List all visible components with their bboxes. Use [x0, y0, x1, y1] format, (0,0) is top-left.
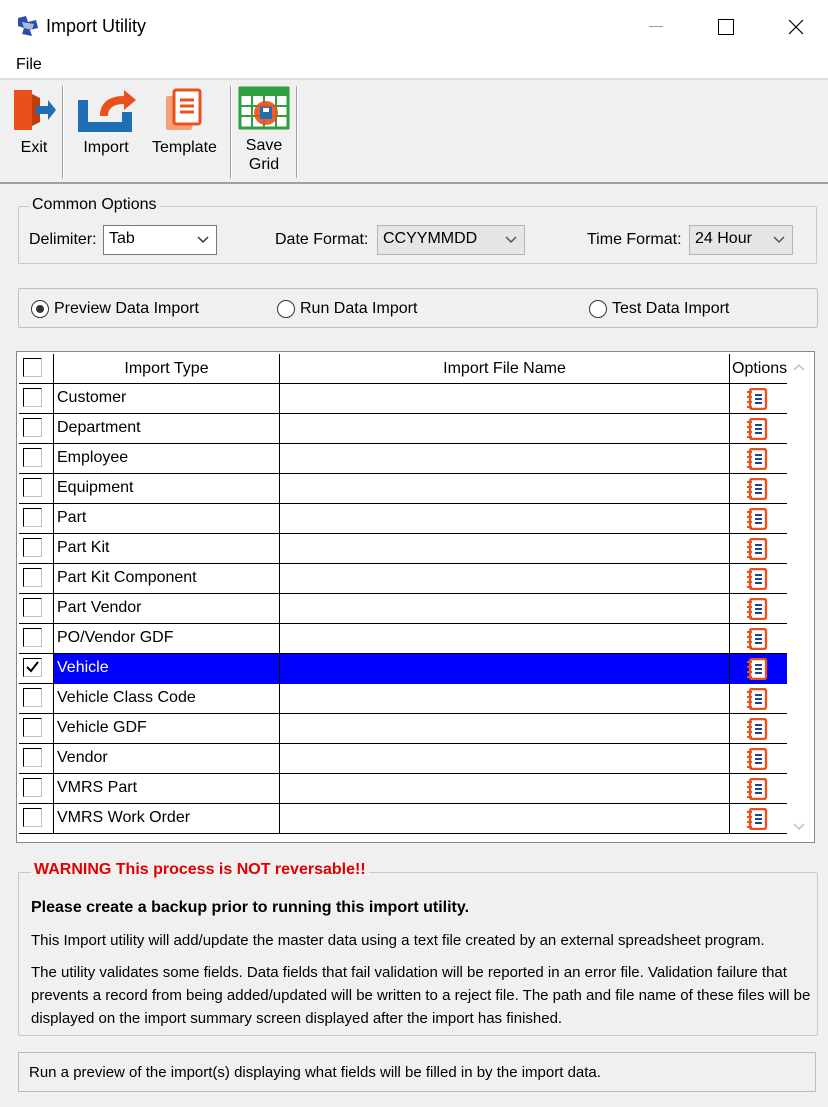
- common-options-group: [18, 196, 817, 264]
- template-button[interactable]: [152, 86, 217, 157]
- save-grid-icon: [238, 86, 290, 134]
- grid-body: [19, 384, 787, 834]
- row-checkbox[interactable]: [23, 388, 42, 407]
- row-checkbox-cell: [19, 414, 54, 444]
- cell-import-file-name[interactable]: [280, 564, 730, 594]
- delimiter-label: Delimiter:: [29, 231, 97, 248]
- cell-import-type[interactable]: Part Kit: [54, 534, 280, 564]
- options-notebook-icon[interactable]: [746, 508, 770, 534]
- options-notebook-icon[interactable]: [746, 718, 770, 744]
- cell-import-type[interactable]: Vehicle: [54, 654, 280, 684]
- table-row[interactable]: [19, 564, 787, 594]
- date-format-select[interactable]: [377, 225, 525, 255]
- table-row[interactable]: [19, 714, 787, 744]
- cell-import-type[interactable]: Equipment: [54, 474, 280, 504]
- template-label: Template: [152, 139, 217, 156]
- exit-label: Exit: [20, 139, 48, 156]
- row-checkbox[interactable]: [23, 568, 42, 587]
- options-notebook-icon[interactable]: [746, 598, 770, 624]
- header-import-type[interactable]: Import Type: [54, 354, 280, 384]
- cell-options: [730, 684, 787, 714]
- options-notebook-icon[interactable]: [746, 568, 770, 594]
- window-title: Import Utility: [46, 16, 147, 36]
- row-checkbox[interactable]: [23, 418, 42, 437]
- row-checkbox[interactable]: [23, 778, 42, 797]
- cell-import-type[interactable]: Part: [54, 504, 280, 534]
- cell-options: [730, 744, 787, 774]
- row-checkbox-cell: [19, 444, 54, 474]
- row-checkbox[interactable]: [23, 598, 42, 617]
- options-notebook-icon[interactable]: [746, 748, 770, 774]
- minimize-button[interactable]: [636, 10, 676, 44]
- template-icon: [160, 86, 208, 134]
- select-all-cell: [19, 354, 54, 384]
- cell-import-file-name[interactable]: [280, 594, 730, 624]
- grid-table: [19, 354, 787, 834]
- cell-import-type[interactable]: Vehicle Class Code: [54, 684, 280, 714]
- radio-preview-label: Preview Data Import: [54, 300, 199, 317]
- row-checkbox[interactable]: [23, 748, 42, 767]
- close-button[interactable]: [776, 10, 816, 44]
- status-text: Run a preview of the import(s) displaying what fields will be filled in by the import data.: [29, 1064, 601, 1081]
- save-grid-label-line2: Grid: [248, 156, 280, 173]
- radio-unselected-icon: [589, 300, 607, 318]
- cell-options: [730, 444, 787, 474]
- table-row[interactable]: [19, 624, 787, 654]
- toolbar: [0, 80, 828, 184]
- warning-group: [18, 861, 818, 1036]
- title-bar: [0, 0, 828, 54]
- cell-import-type[interactable]: Vehicle GDF: [54, 714, 280, 744]
- row-checkbox[interactable]: [23, 448, 42, 467]
- scroll-down-icon[interactable]: [792, 822, 806, 832]
- row-checkbox-cell: [19, 744, 54, 774]
- cell-import-file-name[interactable]: [280, 444, 730, 474]
- cell-import-file-name[interactable]: [280, 414, 730, 444]
- import-label: Import: [83, 139, 129, 156]
- common-options-legend: Common Options: [29, 196, 160, 214]
- cell-import-type[interactable]: VMRS Work Order: [54, 804, 280, 834]
- delimiter-select[interactable]: [103, 225, 217, 255]
- cell-options: [730, 564, 787, 594]
- table-row[interactable]: [19, 594, 787, 624]
- cell-options: [730, 804, 787, 834]
- table-row[interactable]: [19, 654, 787, 684]
- select-all-checkbox[interactable]: [23, 358, 42, 377]
- row-checkbox-cell: [19, 684, 54, 714]
- row-checkbox-cell: [19, 534, 54, 564]
- options-notebook-icon[interactable]: [746, 658, 770, 684]
- radio-test-data-import[interactable]: [589, 300, 729, 318]
- cell-import-file-name[interactable]: [280, 504, 730, 534]
- cell-import-file-name[interactable]: [280, 804, 730, 834]
- row-checkbox[interactable]: [23, 718, 42, 737]
- cell-import-file-name[interactable]: [280, 384, 730, 414]
- options-notebook-icon[interactable]: [746, 478, 770, 504]
- options-notebook-icon[interactable]: [746, 388, 770, 414]
- header-options[interactable]: Options: [732, 360, 787, 377]
- row-checkbox[interactable]: [23, 478, 42, 497]
- options-notebook-icon[interactable]: [746, 418, 770, 444]
- import-icon: [74, 86, 138, 134]
- cell-options: [730, 654, 787, 684]
- cell-options: [730, 504, 787, 534]
- cell-options: [730, 624, 787, 654]
- import-grid: [16, 351, 815, 843]
- table-row[interactable]: [19, 534, 787, 564]
- row-checkbox[interactable]: [23, 508, 42, 527]
- menu-file[interactable]: File: [16, 56, 42, 73]
- cell-import-type[interactable]: PO/Vendor GDF: [54, 624, 280, 654]
- cell-options: [730, 414, 787, 444]
- header-import-file-name[interactable]: Import File Name: [280, 354, 730, 384]
- radio-preview-data-import[interactable]: [31, 300, 199, 318]
- exit-icon: [10, 86, 58, 134]
- toolbar-divider: [230, 86, 232, 178]
- cell-import-file-name[interactable]: [280, 744, 730, 774]
- save-grid-label-line1: Save: [245, 137, 283, 154]
- warning-title: WARNING This process is NOT reversable!!: [31, 861, 369, 879]
- warning-paragraph-2: The utility validates some fields. Data fields that fail validation will be reported in an error file. Validation failure that prevents a record from being added/updated will be written to a reject file. The path and file name of these files will be displayed on the import summary screen displayed after the import has finished.: [31, 964, 811, 1027]
- cell-import-type[interactable]: VMRS Part: [54, 774, 280, 804]
- options-notebook-icon[interactable]: [746, 538, 770, 564]
- time-format-select[interactable]: [689, 225, 793, 255]
- row-checkbox[interactable]: [23, 808, 42, 827]
- chevron-down-icon: [772, 233, 786, 247]
- radio-unselected-icon: [277, 300, 295, 318]
- options-notebook-icon[interactable]: [746, 778, 770, 804]
- save-grid-button[interactable]: [238, 86, 290, 174]
- warning-paragraph-1: This Import utility will add/update the master data using a text file created by an external spreadsheet program.: [31, 932, 765, 949]
- status-bar: [18, 1052, 816, 1092]
- row-checkbox-cell: [19, 654, 54, 684]
- maximize-button[interactable]: [706, 10, 746, 44]
- cell-import-type[interactable]: Part Kit Component: [54, 564, 280, 594]
- chevron-down-icon: [196, 233, 210, 247]
- cell-import-file-name[interactable]: [280, 654, 730, 684]
- import-mode-group: [18, 288, 818, 328]
- row-checkbox-cell: [19, 564, 54, 594]
- table-row[interactable]: [19, 444, 787, 474]
- row-checkbox-cell: [19, 384, 54, 414]
- grid-header-row: [19, 354, 787, 384]
- cell-options: [730, 774, 787, 804]
- cell-options: [730, 714, 787, 744]
- table-row[interactable]: [19, 744, 787, 774]
- cell-import-file-name[interactable]: [280, 534, 730, 564]
- date-format-label: Date Format:: [275, 231, 369, 248]
- table-row[interactable]: [19, 504, 787, 534]
- options-notebook-icon[interactable]: [746, 808, 770, 834]
- row-checkbox[interactable]: [23, 538, 42, 557]
- cell-options: [730, 594, 787, 624]
- radio-run-label: Run Data Import: [300, 300, 418, 317]
- row-checkbox[interactable]: [23, 688, 42, 707]
- cell-import-type[interactable]: Vendor: [54, 744, 280, 774]
- exit-button[interactable]: [10, 86, 58, 157]
- table-row[interactable]: [19, 474, 787, 504]
- cell-import-type[interactable]: Department: [54, 414, 280, 444]
- delimiter-value: Tab: [109, 230, 135, 247]
- toolbar-divider: [296, 86, 298, 178]
- options-notebook-icon[interactable]: [746, 688, 770, 714]
- scroll-up-icon[interactable]: [792, 362, 806, 372]
- cell-options: [730, 534, 787, 564]
- options-notebook-icon[interactable]: [746, 628, 770, 654]
- row-checkbox-cell: [19, 504, 54, 534]
- date-format-value: CCYYMMDD: [383, 230, 478, 247]
- row-checkbox-cell: [19, 774, 54, 804]
- cell-options: [730, 474, 787, 504]
- row-checkbox[interactable]: [23, 628, 42, 647]
- table-row[interactable]: [19, 684, 787, 714]
- grid-vertical-scrollbar[interactable]: [788, 354, 812, 840]
- radio-test-label: Test Data Import: [612, 300, 730, 317]
- row-checkbox-cell: [19, 474, 54, 504]
- row-checkbox-cell: [19, 624, 54, 654]
- cell-import-file-name[interactable]: [280, 624, 730, 654]
- row-checkbox-cell: [19, 804, 54, 834]
- cell-import-type[interactable]: Part Vendor: [54, 594, 280, 624]
- radio-selected-icon: [31, 300, 49, 318]
- cell-import-file-name[interactable]: [280, 684, 730, 714]
- cell-import-type[interactable]: Employee: [54, 444, 280, 474]
- cell-options: [730, 384, 787, 414]
- table-row[interactable]: [19, 384, 787, 414]
- table-row[interactable]: [19, 774, 787, 804]
- warning-backup-notice: Please create a backup prior to running this import utility.: [31, 899, 470, 916]
- cell-import-file-name[interactable]: [280, 474, 730, 504]
- toolbar-divider: [62, 86, 64, 178]
- radio-run-data-import[interactable]: [277, 300, 417, 318]
- time-format-label: Time Format:: [587, 231, 682, 248]
- row-checkbox-cell: [19, 594, 54, 624]
- cell-import-file-name[interactable]: [280, 774, 730, 804]
- table-row[interactable]: [19, 804, 787, 834]
- table-row[interactable]: [19, 414, 787, 444]
- time-format-value: 24 Hour: [695, 230, 752, 247]
- import-button[interactable]: [74, 86, 138, 157]
- menu-bar: [0, 54, 828, 78]
- app-logo-icon: [16, 14, 40, 38]
- row-checkbox-cell: [19, 714, 54, 744]
- cell-import-type[interactable]: Customer: [54, 384, 280, 414]
- row-checkbox[interactable]: [23, 658, 42, 677]
- options-notebook-icon[interactable]: [746, 448, 770, 474]
- chevron-down-icon: [504, 233, 518, 247]
- cell-import-file-name[interactable]: [280, 714, 730, 744]
